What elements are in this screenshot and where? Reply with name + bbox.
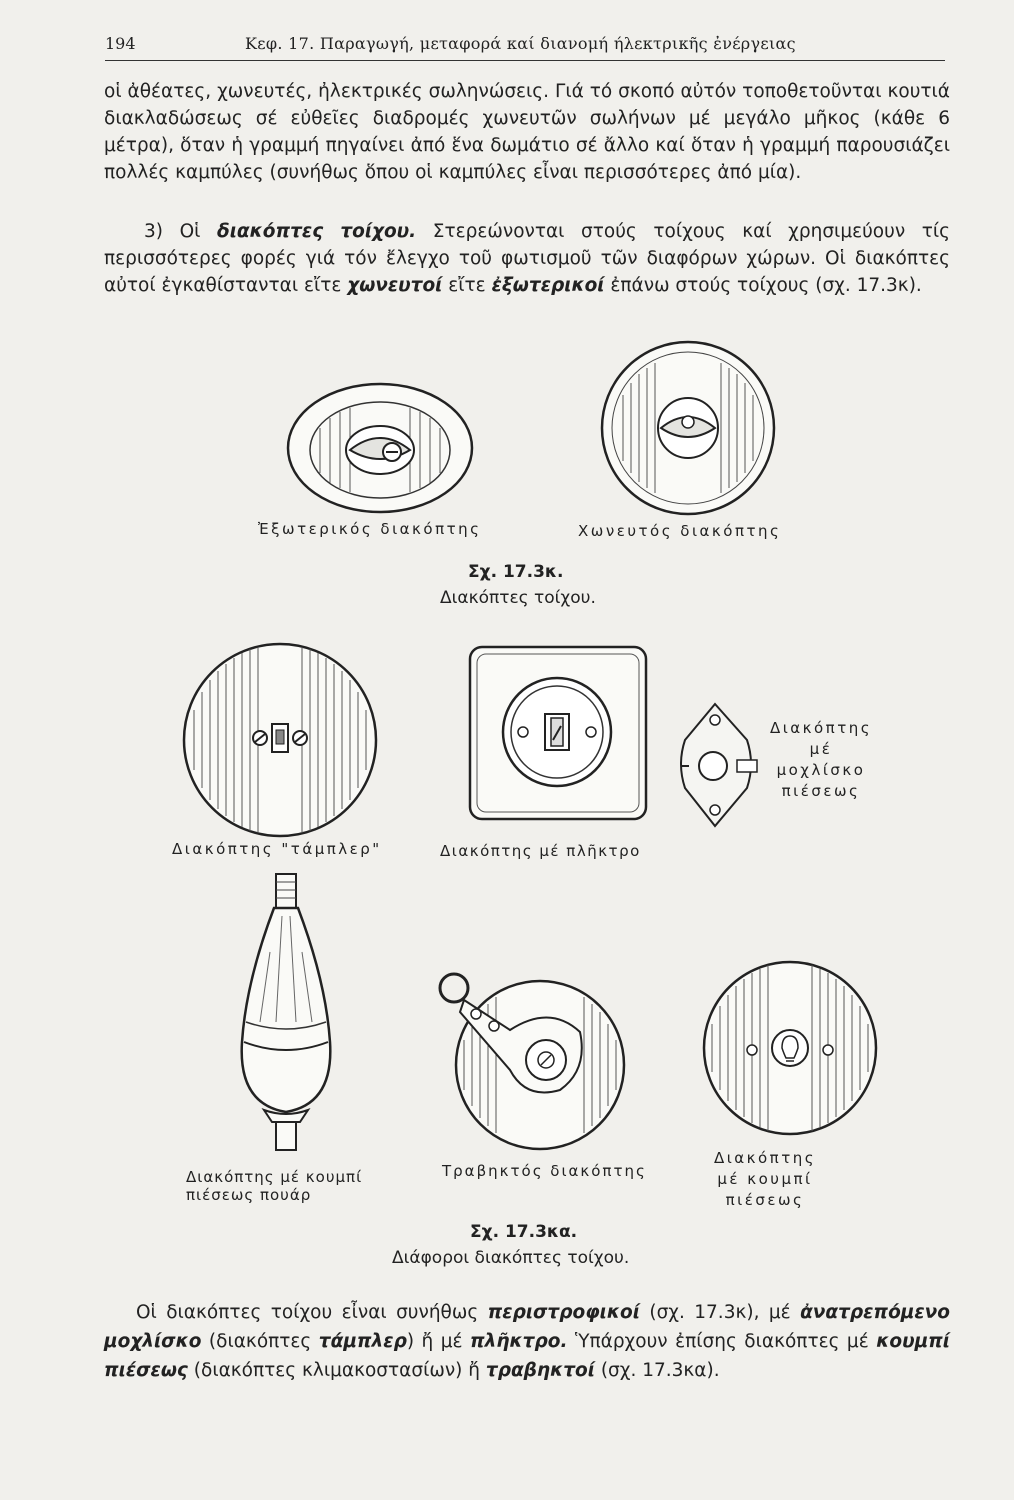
figure-number-17-3ka: Σχ. 17.3κα. [470, 1222, 578, 1242]
tumbler-switch-drawing [180, 640, 380, 840]
paragraph-1: οἱ ἀθέατες, χωνευτές, ἠλεκτρικές σωληνώσεις. Γιά τό σκοπό αὐτόν τοποθετοῦνται κουτιά διακλαδώσεως σέ εὐθεῖες διαδρομές χωνευτῶν σωλήνων μέ μεγάλο μῆκος (κάθε 6 μέτρα), ὅταν ἡ γραμμή πηγαίνει ἀπό ἕνα δωμάτιο σέ ἄλλο καί ὅταν ἡ γραμμή παρουσιάζει πολλές καμπύλες (συνήθως ὅπου οἱ καμπύλες εἶναι περισσότερες ἀπό μία). [104, 81, 950, 183]
figure-number-17-3k: Σχ. 17.3κ. [468, 562, 564, 582]
paragraph-3: Οἱ διακόπτες τοίχου εἶναι συνήθως περιστροφικοί (σχ. 17.3κ), μέ ἀνατρεπόμενο μοχλίσκο (διακόπτες τάμπλερ) ἤ μέ πλῆκτρο. Ὑπάρχουν ἐπίσης διακόπτες μέ κουμπί πιέσεως (διακόπτες κλιμακοστασίων) ἤ τραβηκτοί (σχ. 17.3κα). [104, 1302, 951, 1381]
pear-push-switch-drawing [230, 872, 340, 1162]
running-head: Κεφ. 17. Παραγωγή, μεταφορά καί διανομή ήλεκτρικῆς ἐνέργειας [245, 34, 796, 53]
figure-title-17-3ka: Διάφοροι διακόπτες τοίχου. [392, 1248, 630, 1268]
flush-switch-label: Χωνευτός διακόπτης [578, 522, 782, 540]
pull-switch-drawing [430, 960, 630, 1160]
figure-title-17-3k: Διακόπτες τοίχου. [440, 588, 596, 608]
key-switch-label: Διακόπτης μέ πλῆκτρο [440, 842, 641, 860]
pull-switch-label: Τραβηκτός διακόπτης [442, 1162, 647, 1180]
page-header [105, 30, 945, 61]
surface-switch-drawing [280, 378, 480, 518]
tumbler-switch-label: Διακόπτης "τάμπλερ" [172, 840, 382, 858]
lever-switch-drawing [675, 700, 765, 830]
term-flush: χωνευτοί [347, 275, 443, 296]
term-wall-switches: διακόπτες τοίχου. [216, 221, 417, 242]
page-number: 194 [105, 34, 136, 53]
term-surface: ἐξωτερικοί [491, 275, 605, 296]
push-button-switch-drawing [700, 958, 880, 1138]
lever-switch-label: Διακόπτης μέ μοχλίσκο πιέσεως [769, 719, 873, 800]
push-button-switch-label: Διακόπτης μέ κουμπί πιέσεως [713, 1149, 817, 1209]
pear-switch-label: Διακόπτης μέ κουμπί πιέσεως πουάρ [186, 1168, 363, 1204]
flush-switch-drawing [593, 340, 783, 520]
key-switch-drawing [467, 644, 649, 824]
paragraph-2: 3) Οἱ διακόπτες τοίχου. Στερεώνονται στούς τοίχους καί χρησιμεύουν τίς περισσότερες φορές γιά τόν ἔλεγχο τοῦ φωτισμοῦ τῶν διαφόρων χώρων. Οἱ διακόπτες αὐτοί ἐγκαθίστανται εἴτε χωνευτοί εἴτε ἐξωτερικοί ἐπάνω στούς τοίχους (σχ. 17.3κ). [104, 221, 950, 296]
surface-switch-label: Ἐξωτερικός διακόπτης [258, 520, 482, 538]
